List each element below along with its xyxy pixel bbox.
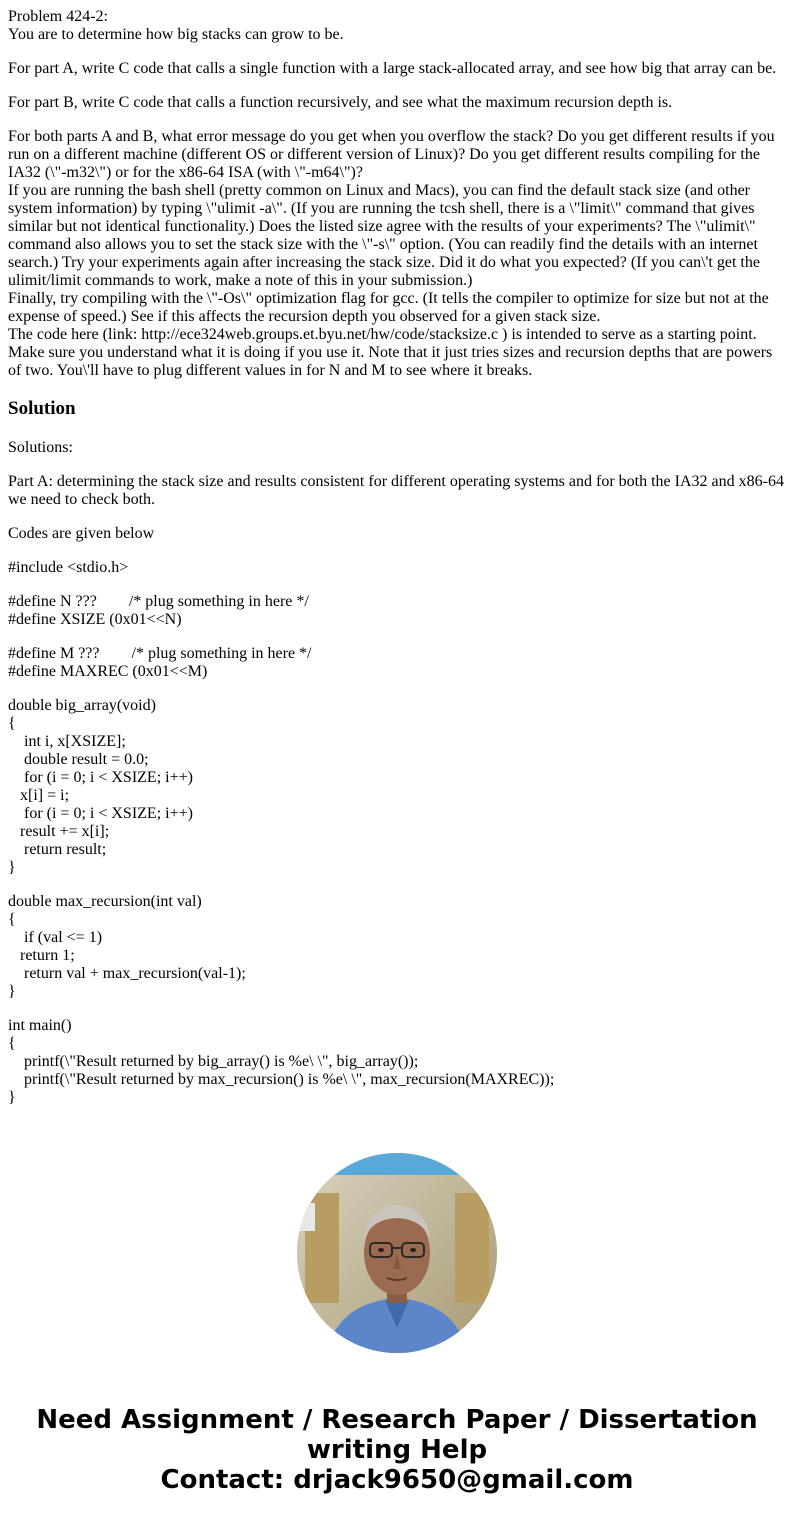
code-line: printf(\"Result returned by max_recursion() is %e\ \", max_recursion(MAXREC)); [8, 1071, 555, 1088]
code-line: } [8, 1089, 16, 1106]
code-link-paragraph: The code here (link: http://ece324web.groups.et.byu.net/hw/code/stacksize.c ) is intended to serve as a starting point. Make sure you understand what it is doing if you use it. Note that it just tries sizes and recursion depths that are powers of two. You\'ll have to plug different values in for N and M to see where it breaks. [8, 326, 773, 379]
code-line: { [8, 1035, 16, 1052]
code-line [8, 681, 788, 697]
code-line: result += x[i]; [8, 823, 110, 840]
code-line: printf(\"Result returned by big_array() is %e\ \", big_array()); [8, 1053, 419, 1070]
code-line: return 1; [8, 947, 75, 964]
code-line: int i, x[XSIZE]; [8, 733, 126, 750]
code-line: } [8, 859, 16, 876]
code-line: #include <stdio.h> [8, 559, 129, 576]
code-line [8, 877, 788, 893]
portrait-illustration [297, 1153, 497, 1353]
code-line: { [8, 715, 16, 732]
code-line: for (i = 0; i < XSIZE; i++) [8, 769, 193, 786]
code-line [8, 629, 788, 645]
errors-paragraph: For both parts A and B, what error message do you get when you overflow the stack? Do you get different results if you run on a different machine (different OS or different version of Linux)? Do you get different results compiling for the IA32 (\"-m32\") or for the x86-64 ISA (with \"-m64\")? [8, 128, 775, 181]
os-flag-paragraph: Finally, try compiling with the \"-Os\" optimization flag for gcc. (It tells the compiler to optimize for size but not at the expense of speed.) See if this affects the recursion depth you observed for a given stack size. [8, 290, 769, 325]
solution-heading: Solution [8, 398, 76, 419]
code-line: int main() [8, 1017, 72, 1034]
part-b-text: For part B, write C code that calls a function recursively, and see what the maximum recursion depth is. [8, 94, 673, 111]
problem-title: Problem 424-2: [8, 8, 108, 25]
code-line: double max_recursion(int val) [8, 893, 202, 910]
promo-line-2: writing Help [306, 1435, 488, 1465]
code-line: return result; [8, 841, 107, 858]
solutions-label: Solutions: [8, 439, 73, 456]
code-line: double big_array(void) [8, 697, 156, 714]
code-line [8, 577, 788, 593]
code-line: if (val <= 1) [8, 929, 103, 946]
code-line: #define N ??? /* plug something in here */ [8, 593, 309, 610]
code-line: #define XSIZE (0x01<<N) [8, 611, 182, 628]
ulimit-paragraph: If you are running the bash shell (pretty common on Linux and Macs), you can find the default stack size (and other system information) by typing \"ulimit -a\". (If you are running the tcsh shell, there is a \"limit\" command that gives similar but not identical functionality.) Does the listed size agree with the results of your experiments? The \"ulimit\" command also allows you to set the stack size with the \"-s\" option. (You can readily find the details with an internet search.) Try your experiments again after increasing the stack size. Did it do what you expected? (If you can\'t get the ulimit/limit commands to work, make a note of this in your submission.) [8, 182, 760, 289]
code-line: #define M ??? /* plug something in here */ [8, 645, 312, 662]
codes-intro: Codes are given below [8, 525, 155, 542]
solution-part-a: Part A: determining the stack size and results consistent for different operating systems and for both the IA32 and x86-64 we need to check both. [8, 473, 784, 508]
code-line [8, 1001, 788, 1017]
part-a-text: For part A, write C code that calls a single function with a large stack-allocated array, and see how big that array can be. [8, 60, 777, 77]
promo-banner [0, 1405, 794, 1495]
document-body [8, 8, 788, 1107]
problem-intro: You are to determine how big stacks can grow to be. [8, 26, 344, 43]
code-block [8, 559, 788, 1107]
code-line: { [8, 911, 16, 928]
promo-contact: Contact: drjack9650@gmail.com [160, 1465, 634, 1495]
code-line: x[i] = i; [8, 787, 70, 804]
author-photo [297, 1153, 497, 1353]
code-line: double result = 0.0; [8, 751, 149, 768]
code-line: return val + max_recursion(val-1); [8, 965, 246, 982]
code-line: } [8, 983, 16, 1000]
code-line: for (i = 0; i < XSIZE; i++) [8, 805, 193, 822]
code-line: #define MAXREC (0x01<<M) [8, 663, 208, 680]
promo-line-1: Need Assignment / Research Paper / Dissertation [36, 1405, 758, 1435]
